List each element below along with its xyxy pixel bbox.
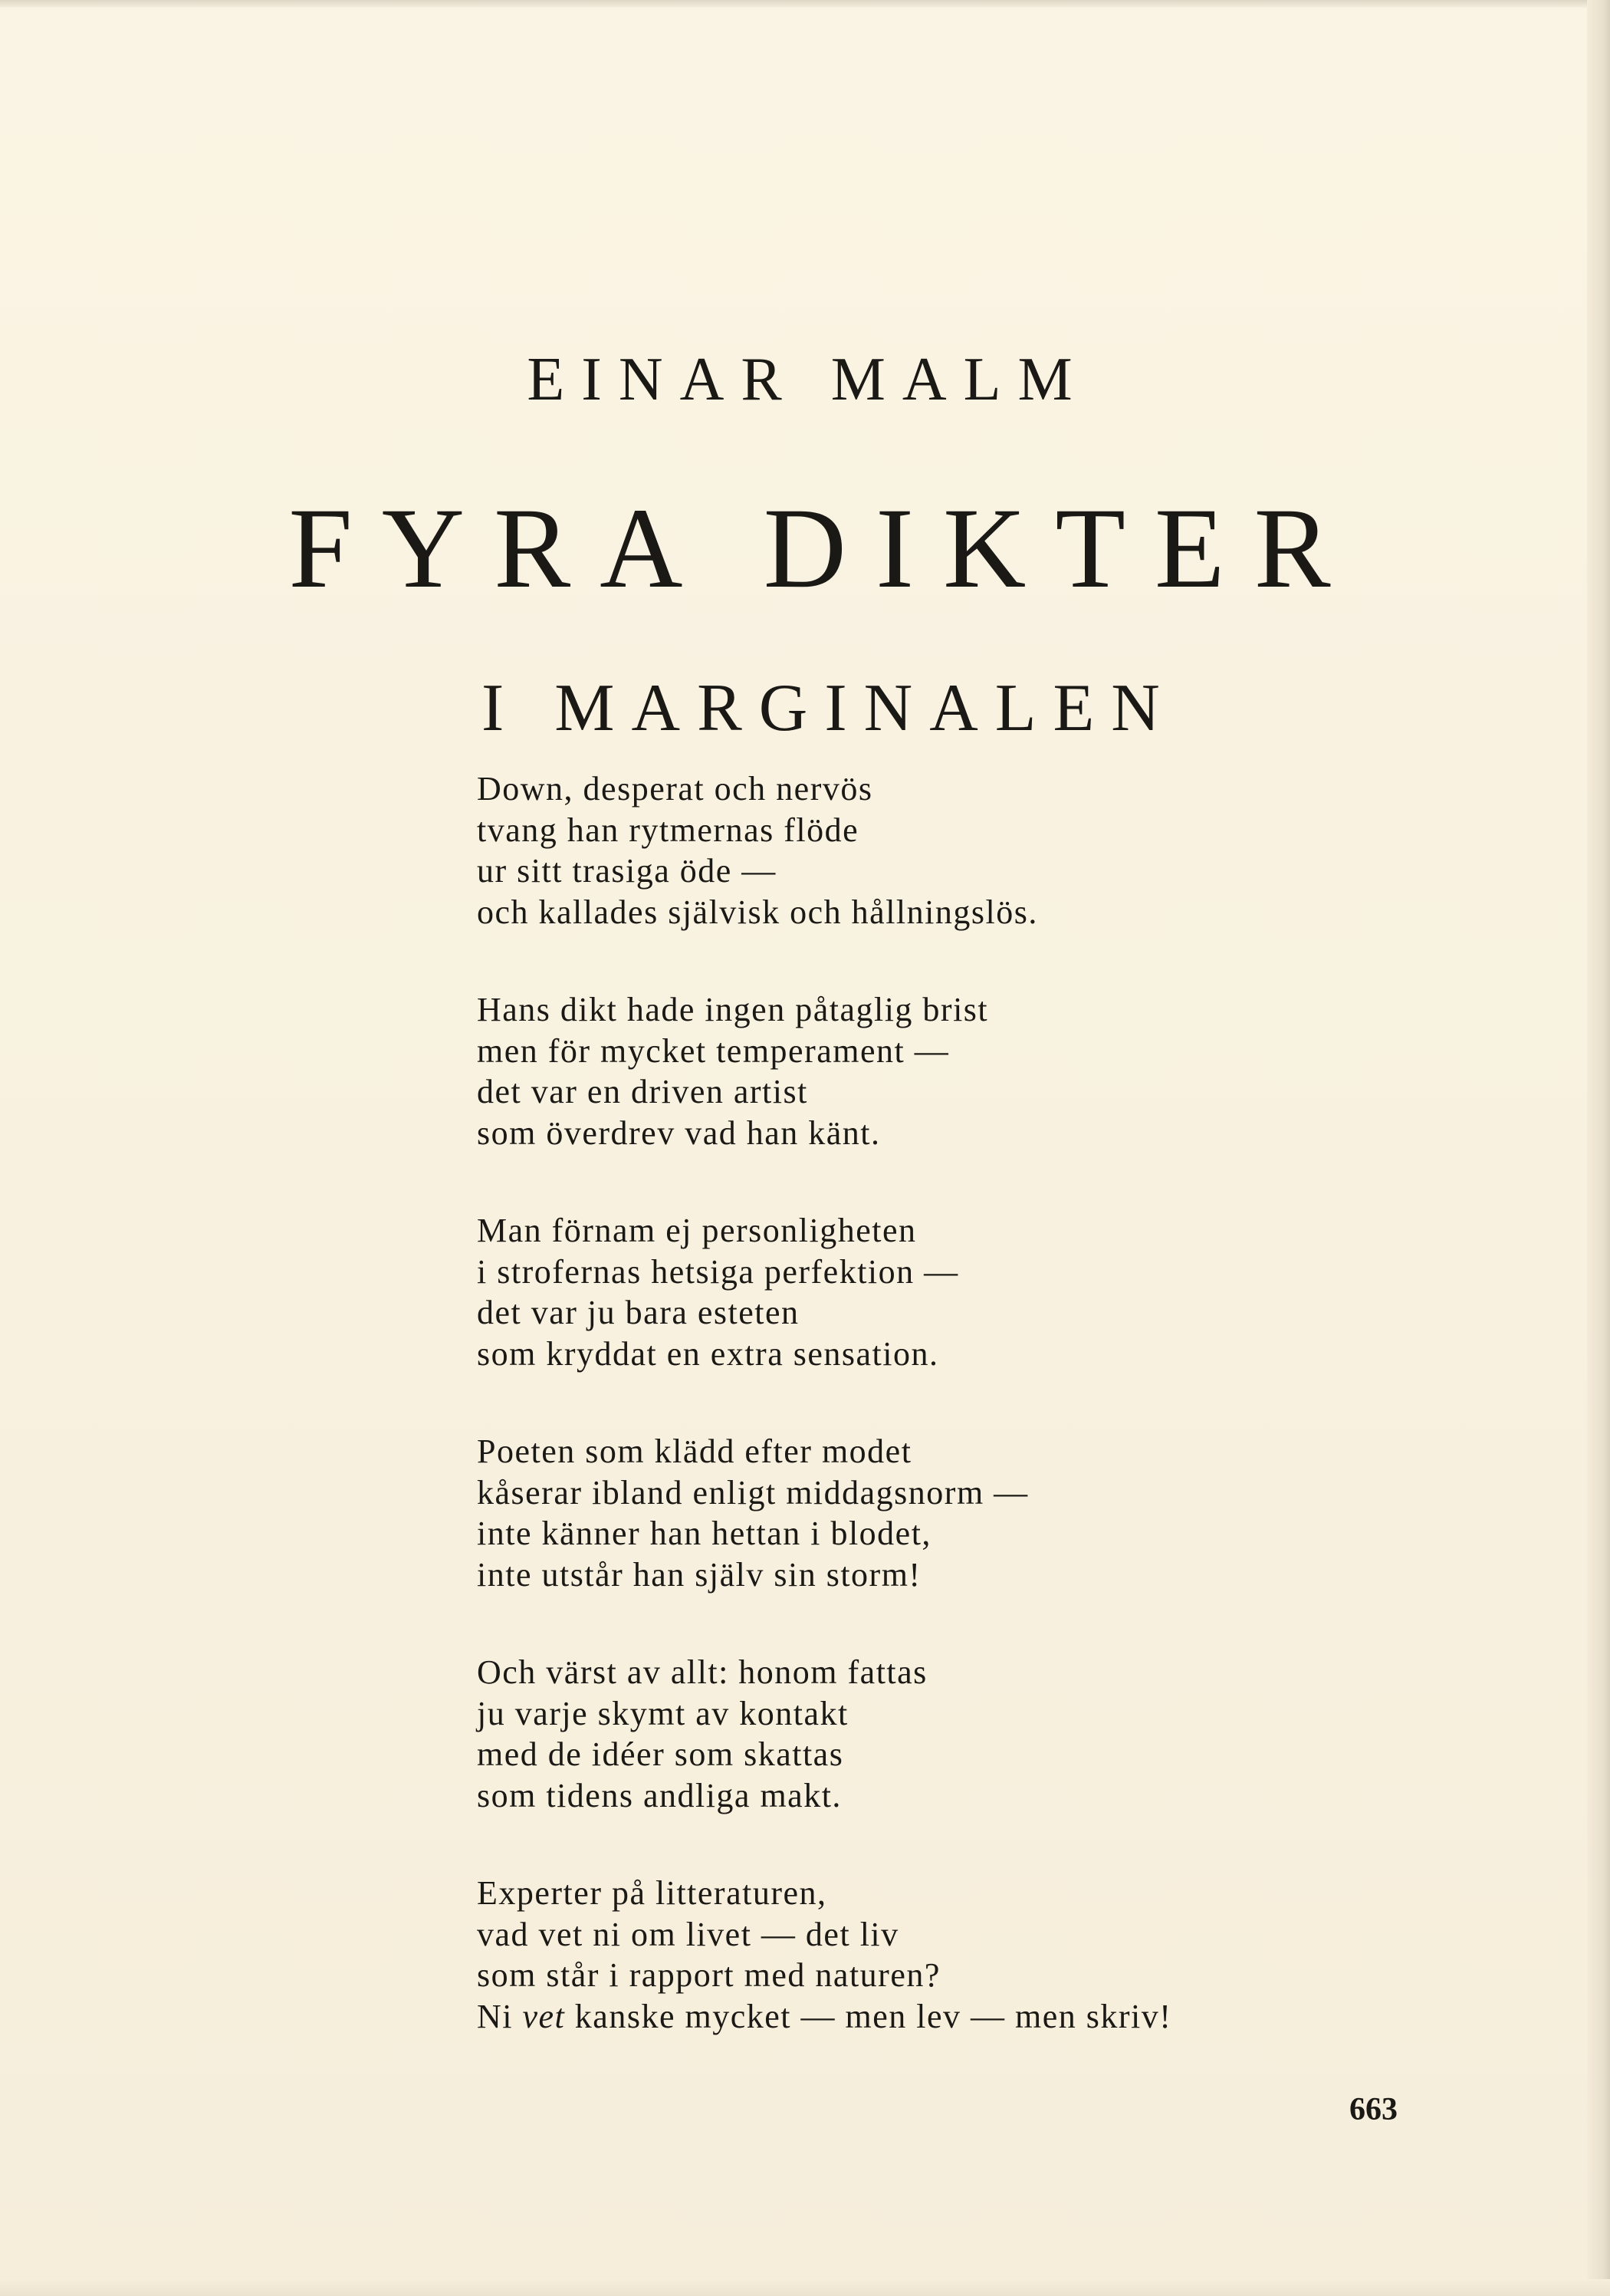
verse-line: tvang han rytmernas flöde bbox=[477, 811, 859, 849]
stanza-4 bbox=[477, 1431, 1397, 1595]
verse-line: men för mycket temperament — bbox=[477, 1031, 950, 1070]
verse-line: inte utstår han själv sin storm! bbox=[477, 1555, 922, 1594]
verse-line: Man förnam ej personligheten bbox=[477, 1212, 917, 1249]
page-bottom-edge bbox=[0, 2279, 1610, 2296]
stanza-6 bbox=[477, 1873, 1397, 2037]
verse-line: Poeten som klädd efter modet bbox=[477, 1433, 912, 1470]
poem-body bbox=[477, 768, 1397, 2094]
verse-line: som står i rapport med naturen? bbox=[477, 1956, 941, 1994]
verse-line: inte känner han hettan i blodet, bbox=[477, 1515, 932, 1552]
page-number: 663 bbox=[1349, 2092, 1398, 2127]
verse-line: Och värst av allt: honom fattas bbox=[477, 1653, 928, 1691]
stanza-3 bbox=[477, 1210, 1397, 1374]
verse-line: i strofernas hetsiga perfektion — bbox=[477, 1252, 959, 1291]
verse-line: Experter på litteraturen, bbox=[477, 1874, 827, 1912]
verse-line: ur sitt trasiga öde — bbox=[477, 852, 777, 890]
collection-title: FYRA DIKTER bbox=[288, 485, 1360, 612]
verse-line-final bbox=[477, 1996, 1397, 2038]
page-right-edge bbox=[1587, 0, 1610, 2296]
verse-line: och kallades självisk och hållningslös. bbox=[477, 893, 1038, 931]
verse-line: det var en driven artist bbox=[477, 1073, 808, 1110]
verse-line: vad vet ni om livet — det liv bbox=[477, 1915, 899, 1953]
verse-line: kåserar ibland enligt middagsnorm — bbox=[477, 1473, 1029, 1511]
verse-line: med de idéer som skattas bbox=[477, 1735, 844, 1773]
author-name: EINAR MALM bbox=[527, 346, 1089, 413]
verse-line: som överdrev vad han känt. bbox=[477, 1113, 881, 1152]
verse-line: som tidens andliga makt. bbox=[477, 1776, 842, 1814]
stanza-2 bbox=[477, 989, 1397, 1153]
verse-line: ju varje skymt av kontakt bbox=[477, 1694, 849, 1732]
page-top-edge bbox=[0, 0, 1610, 8]
verse-text: Ni bbox=[477, 1997, 523, 2035]
stanza-1 bbox=[477, 768, 1397, 933]
verse-line: som kryddat en extra sensation. bbox=[477, 1334, 939, 1373]
stanza-5 bbox=[477, 1652, 1397, 1816]
verse-text: kanske mycket — men lev — men skriv! bbox=[565, 1997, 1172, 2035]
verse-line: det var ju bara esteten bbox=[477, 1294, 800, 1331]
poem-title: I MARGINALEN bbox=[481, 671, 1177, 745]
verse-line: Hans dikt hade ingen påtaglig brist bbox=[477, 991, 989, 1028]
emphasized-word: vet bbox=[522, 1997, 566, 2035]
verse-line: Down, desperat och nervös bbox=[477, 770, 873, 808]
